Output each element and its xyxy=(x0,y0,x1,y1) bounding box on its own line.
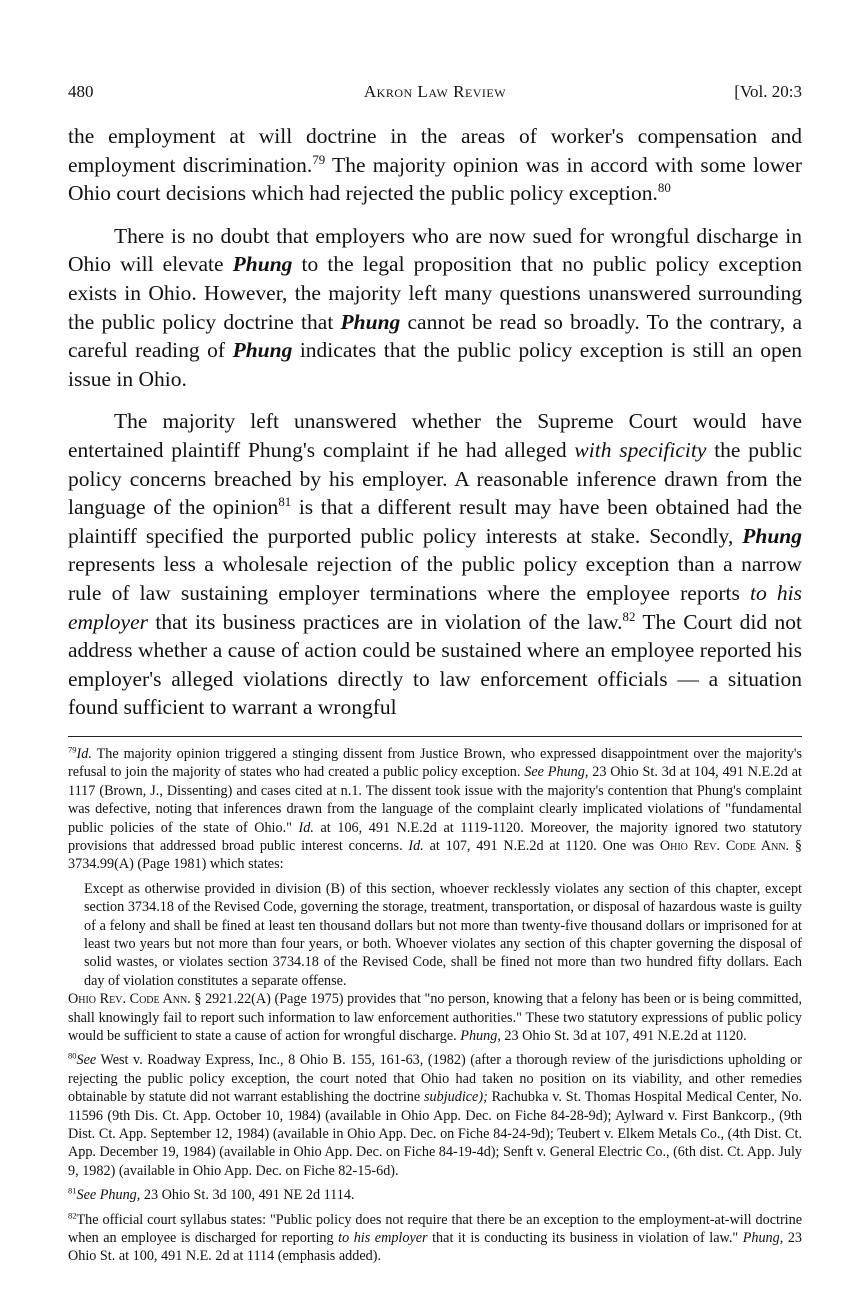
case-name: Phung xyxy=(232,252,293,277)
text: 23 Ohio St. at 100, 491 N.E. 2d at 1114 (emphasis added). xyxy=(68,1230,803,1265)
citation: subjudice); xyxy=(423,1089,488,1106)
paragraph-3 xyxy=(68,407,802,722)
footnotes xyxy=(68,745,802,1266)
citation: Phung, xyxy=(460,1027,501,1044)
footnote-divider xyxy=(68,736,802,737)
text: the employment at will doctrine in the areas of worker's compensation and employment discrimination. xyxy=(68,124,802,177)
text: There is no doubt that employers who are now sued for wrongful discharge in Ohio will elevate xyxy=(68,223,802,277)
footnote-79-continued xyxy=(68,990,802,1045)
paragraph-2 xyxy=(68,222,802,394)
text: that its business practices are in violation of the law. xyxy=(148,609,623,634)
journal-title: Akron Law Review xyxy=(363,82,507,101)
text: at 106, 491 N.E.2d at 1119-1120. Moreover, the majority ignored two statutory provisions that addressed broad public interest concerns. xyxy=(68,819,802,854)
text: The majority opinion was in accord with some lower Ohio court decisions which had rejected the public policy exception. xyxy=(68,152,802,206)
text: at 107, 491 N.E.2d at 1120. One was xyxy=(423,837,660,854)
text: § 3734.99(A) (Page 1981) which states: xyxy=(68,837,803,873)
statute-name: Ohio Rev. Code Ann. xyxy=(659,837,790,854)
footnote-ref-81[interactable]: 81 xyxy=(278,494,292,509)
footnote-79 xyxy=(68,745,802,874)
text: The majority left unanswered whether the Supreme Court would have entertained plaintiff Phung's complaint if he had alleged xyxy=(68,409,802,462)
citation: See xyxy=(76,1052,97,1069)
text: § 2921.22(A) (Page 1975) provides that "no person, knowing that a felony has been or is being committed, shall knowingly fail to report such information to law enforcement authorities." These two statutory expressions of public policy would be sufficient to state a cause of action for wrongful discharge. xyxy=(68,991,802,1044)
case-name: Phung xyxy=(232,338,293,363)
text: indicates that the public policy exception is still an open issue in Ohio. xyxy=(68,338,802,391)
text: 23 Ohio St. 3d at 107, 491 N.E.2d at 1120. xyxy=(500,1027,747,1044)
block-quote: Except as otherwise provided in division (B) of this section, whoever recklessly violates any section of this chapter, except section 3734.18 of the Revised Code, governing the storage, treatment, transportation, or disposal of hazardous waste is guilty of a felony and shall be fined at least ten thousand dollars but not more than twenty-five thousand dollars or imprisoned for at least two years but not more than four years, or both. Whoever violates any section of this chapter governing the disposal of solid wastes, or violates section 3734.18 of the Revised Code, shall be fined not more than two hundred fifty dollars. Each day of violation constitutes a separate offense. xyxy=(84,880,802,989)
text: 23 Ohio St. 3d 100, 491 NE 2d 1114. xyxy=(140,1187,355,1204)
statute-name: Ohio Rev. Code Ann. xyxy=(68,991,191,1008)
case-name: Phung xyxy=(742,523,802,548)
footnote-mark: 81 xyxy=(68,1185,77,1196)
text: cannot be read so broadly. To the contrary, a careful reading of xyxy=(68,309,802,363)
text: West v. Roadway Express, Inc., 8 Ohio B. 155, 161-63, (1982) (after a thorough review of the jurisdictions upholding or rejecting the public policy exception, the court noted that Ohio had taken no position on its viability, and other remedies obtainable by statute did not warrant establishing the doctrine xyxy=(68,1052,802,1106)
text: The official court syllabus states: "Public policy does not require that there be an exception to the employment-at-will doctrine when an employee is discharged for reporting xyxy=(68,1211,802,1247)
footnote-ref-80[interactable]: 80 xyxy=(657,181,671,196)
footnote-80 xyxy=(68,1051,802,1180)
text: Rachubka v. St. Thomas Hospital Medical Center, No. 11596 (9th Dis. Ct. App. October 10, 1984) (available in Ohio App. Dec. on Fiche 84-28-9d); Aylward v. First Bankcorp., (9th Dist. Ct. App. September 12, 1984) (available in Ohio App. Dec. on Fiche 84-24-9d); Teubert v. Elkem Metals Co., (4th Dist. Ct. App. December 19, 1984) (available in Ohio App. Dec. on Fiche 84-19-4d); Senft v. General Electric Co., (6th dist. Ct. App. July 9, 1982) (available in Ohio App. Dec. on Fiche 82-15-6d). xyxy=(68,1089,802,1179)
footnote-81 xyxy=(68,1186,802,1204)
case-name: Phung xyxy=(340,309,401,334)
citation: See Phung, xyxy=(76,1187,141,1204)
text: The majority opinion triggered a stinging dissent from Justice Brown, who expressed disappointment over the majority's refusal to join the majority of states who had created a public policy exception. xyxy=(68,745,802,781)
paragraph-1 xyxy=(68,122,802,208)
footnote-ref-79[interactable]: 79 xyxy=(312,152,326,167)
text: the public policy concerns breached by his employer. A reasonable inference drawn from the language of the opinion xyxy=(68,437,802,520)
footnote-ref-82[interactable]: 82 xyxy=(622,609,636,624)
footnote-mark: 80 xyxy=(68,1050,77,1061)
footnote-mark: 79 xyxy=(68,744,77,755)
page-number: 480 xyxy=(68,82,94,101)
text: 23 Ohio St. 3d at 104, 491 N.E.2d at 1117 (Brown, J., Dissenting) and cases cited at n.1. The dissent took issue with the majority's contention that Phung's complaint was defective, noting that inferences drawn from the language of the complaint clearly implicated violations of "fundamental public policies of the state of Ohio." xyxy=(68,764,802,836)
running-header xyxy=(68,82,802,108)
page xyxy=(68,82,802,1272)
footnote-82 xyxy=(68,1211,802,1266)
emphasis: with specificity xyxy=(574,437,707,462)
main-text xyxy=(68,122,802,722)
emphasis: to his employer xyxy=(338,1230,428,1247)
text: that it is conducting its business in violation of law." xyxy=(427,1230,743,1247)
citation: Phung, xyxy=(742,1230,784,1247)
citation: Id. xyxy=(408,837,424,854)
citation: Id. xyxy=(76,745,92,762)
volume-label: [Vol. 20:3 xyxy=(734,82,802,101)
emphasis: to his employer xyxy=(68,580,802,634)
text: represents less a wholesale rejection of the public policy exception than a narrow rule of law sustaining employer terminations where the employee reports xyxy=(68,552,802,605)
text: The Court did not address whether a cause of action could be sustained where an employee reported his employer's alleged violations directly to law enforcement officials — a situation found sufficient to warrant a wrongful xyxy=(68,609,802,720)
text: to the legal proposition that no public policy exception exists in Ohio. However, the majority left many questions unanswered surrounding the public policy doctrine that xyxy=(68,252,802,334)
citation: See Phung, xyxy=(524,764,589,781)
footnote-mark: 82 xyxy=(68,1209,77,1220)
citation: Id. xyxy=(298,819,314,836)
text: is that a different result may have been obtained had the plaintiff specified the purported public policy interests at stake. Secondly, xyxy=(68,495,802,548)
